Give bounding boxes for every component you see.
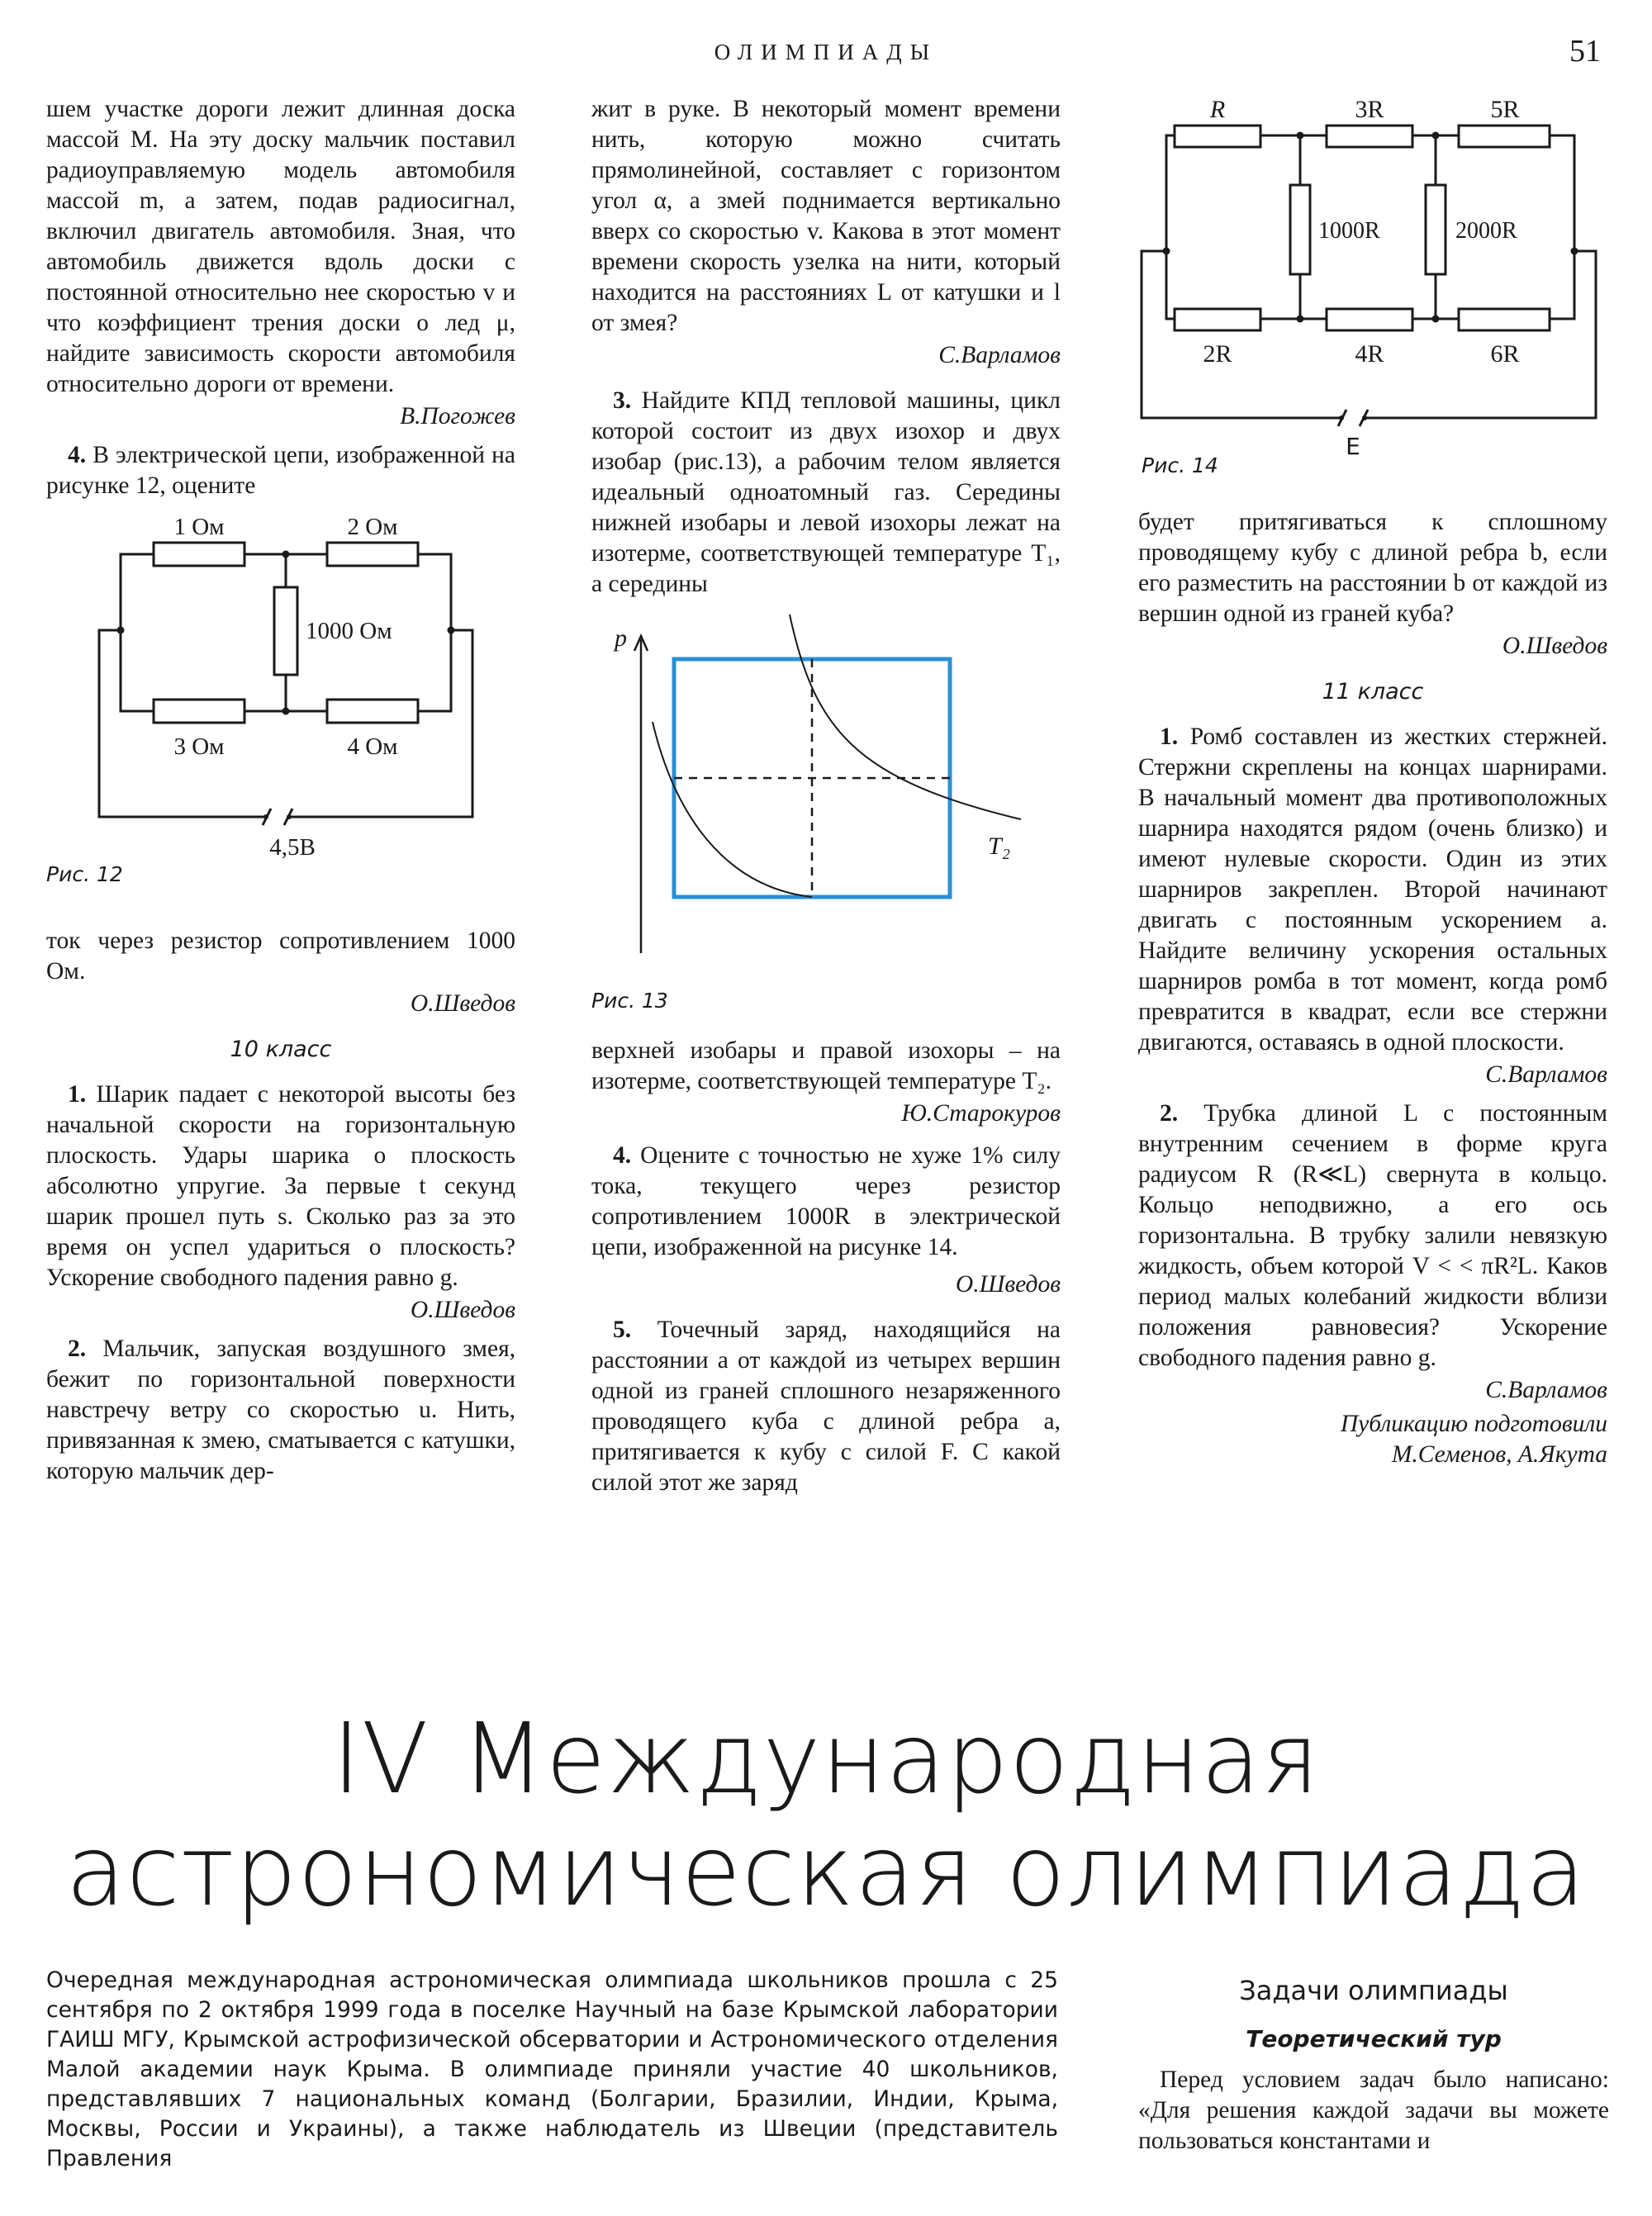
problem-1 xyxy=(46,1080,515,1293)
label-1-ohm: 1 Ом xyxy=(173,514,225,540)
author: О.Шведов xyxy=(955,1271,1061,1298)
article-title-line-1: IV Международная xyxy=(331,1701,1321,1815)
label-5r: 5R xyxy=(1490,96,1520,123)
problem-text: Шарик падает с некоторой высоты без начальной скорости на горизонтальную плоскость. Удары шарика о плоскость абсолютно упругие. За первые t секунд шарик прошел путь s. Сколько раз за это время он успел удариться о плоскость? Ускорение свободного падения равно g. xyxy=(46,1081,516,1291)
label-4-ohm: 4 Ом xyxy=(347,733,398,760)
author: О.Шведов xyxy=(410,1297,515,1323)
label-r: R xyxy=(1209,96,1226,123)
figure-13-caption: Рис. 13 xyxy=(591,989,668,1013)
article-intro: Очередная международная астрономическая олимпиада школьников прошла с 25 сентября по 2 октября 1999 года в поселке Научный на базе Крымской лаборатории ГАИШ МГУ, Крымской астрофизической обсерватории и Астрономического отделения Малой академии наук Крыма. В олимпиаде приняли участие 40 школьников, представлявших 7 национальных команд (Болгарии, Бразилии, Индии, Крыма, Москвы, России и Украины), а также наблюдатель из Швеции (представитель Правления xyxy=(46,1967,1058,2171)
credits-line-1: Публикацию подготовили xyxy=(1340,1411,1607,1437)
problem-3 xyxy=(591,386,1061,600)
problem-number: 3. xyxy=(613,387,632,414)
problem-1 xyxy=(1138,722,1607,1058)
running-title: ОЛИМПИАДЫ xyxy=(714,40,938,64)
problem-4 xyxy=(591,1141,1061,1263)
figure-12-caption: Рис. 12 xyxy=(46,862,123,886)
problem-text: Трубка длиной L с постоянным внутренним сечением в форме круга радиусом R (R≪L) свернута в кольцо. Кольцо неподвижно, а его ось горизонтальна. В трубку залили невязкую жидкость, объем которой V < < πR²L. Каков период малых колебаний жидкости вблизи положения равновесия? Ускорение свободного падения равно g. xyxy=(1138,1100,1608,1371)
tour-heading: Теоретический тур xyxy=(1246,2025,1502,2052)
figure-14-caption: Рис. 14 xyxy=(1142,453,1218,477)
col2-paragraph: жит в руке. В некоторый момент времени нить, которую можно считать прямолинейной, составляет с горизонтом угол α, а змей поднимается вертикально вверх со скоростью v. Какова в этот момент времени скорость узелка на нити, который находится на расстояниях L от катушки и l от змея? xyxy=(591,96,1061,336)
problem-number: 2. xyxy=(1160,1100,1179,1127)
problem-text: Оцените с точностью не хуже 1% силу тока, текущего через резистор сопротивлением 1000R в электрической цепи, изображенной на рисунке 14. xyxy=(591,1142,1061,1260)
problem-text: В электрической цепи, изображенной на рисунке 12, оцените xyxy=(46,442,515,499)
problem-text: Ромб составлен из жестких стержней. Стержни скреплены на концах шарнирами. В начальный момент два противоположных шарнира находятся рядом (очень близко) и имеют нулевые скорости. Один из этих шарниров закреплен. Второй начинают двигать с постоянным ускорением a. Найдите величину ускорения остальных шарниров ромба в тот момент, когда ромб превратится в квадрат, если все стержни двигаются, оставаясь в одной плоскости. xyxy=(1138,724,1607,1056)
label-3-ohm: 3 Ом xyxy=(173,733,225,760)
problem-2 xyxy=(1138,1099,1607,1374)
grade-heading: 10 класс xyxy=(230,1037,332,1062)
problem-number: 1. xyxy=(68,1081,87,1108)
label-6r: 6R xyxy=(1490,340,1520,368)
problem-2 xyxy=(46,1334,515,1487)
article-title-line-2: астрономическая олимпиада xyxy=(65,1814,1587,1928)
column-3 xyxy=(1138,94,1607,1470)
problem-number: 5. xyxy=(613,1317,632,1343)
page-number: 51 xyxy=(1569,34,1601,69)
credits-line-2: М.Семенов, А.Якута xyxy=(1391,1441,1607,1468)
author: О.Шведов xyxy=(410,990,515,1017)
label-2r: 2R xyxy=(1203,340,1232,368)
column-2 xyxy=(591,94,1061,1498)
label-2000r: 2000R xyxy=(1455,218,1517,244)
figure-13-pv-diagram xyxy=(591,606,1061,1036)
tasks-heading: Задачи олимпиады xyxy=(1239,1975,1508,2006)
label-emf: E xyxy=(1346,433,1360,460)
problem-4 xyxy=(46,440,515,501)
col3-paragraph: будет притягиваться к сплошному проводящему кубу с длиной ребра b, если его разместить на расстоянии b от каждой из вершин одной из граней куба? xyxy=(1138,509,1607,627)
problem-number: 1. xyxy=(1160,724,1179,750)
axis-p-label: p xyxy=(615,624,627,652)
figure-14-circuit xyxy=(1138,94,1607,491)
author: Ю.Старокуров xyxy=(901,1100,1061,1127)
label-voltage: 4,5В xyxy=(269,834,316,861)
col1-paragraph: шем участке дороги лежит длинная доска массой M. На эту доску мальчик поставил радиоуправляемую модель автомобиля массой m, а затем, подав радиосигнал, включил двигатель автомобиля. Зная, что автомобиль движется вдоль доски с постоянной относительно нее скоростью v и что коэффициент трения доски о лед μ, найдите зависимость скорости автомобиля относительно дороги от времени. xyxy=(46,96,515,397)
grade-heading: 11 класс xyxy=(1322,679,1424,705)
label-1000r: 1000R xyxy=(1318,218,1380,244)
author: С.Варламов xyxy=(938,342,1061,368)
problem-number: 2. xyxy=(68,1336,87,1362)
author: В.Погожев xyxy=(400,403,515,429)
problem-text: Найдите КПД тепловой машины, цикл которой состоит из двух изохор и двух изобар (рис.13), а рабочим телом является идеальный одноатомный газ. Середины нижней изобары и левой изохоры лежат на изотерме, соответствующей температуре T₁, а середины xyxy=(591,387,1061,597)
figure-12-circuit xyxy=(46,505,515,926)
column-1 xyxy=(46,94,515,1487)
tasks-intro-text: Перед условием задач было написано: «Для решения каждой задачи вы можете пользоваться константами и xyxy=(1138,2067,1609,2154)
problem-5 xyxy=(591,1315,1061,1498)
author: С.Варламов xyxy=(1485,1061,1607,1088)
col1-paragraph: ток через резистор сопротивлением 1000 Ом. xyxy=(46,928,515,985)
col2-paragraph: верхней изобары и правой изохоры – на изотерме, соответствующей температуре T₂. xyxy=(591,1037,1061,1094)
isotherm-t2-label: T₂ xyxy=(988,833,1011,860)
label-4r: 4R xyxy=(1355,340,1384,368)
author: О.Шведов xyxy=(1502,633,1607,659)
label-3r: 3R xyxy=(1355,96,1384,123)
label-2-ohm: 2 Ом xyxy=(347,514,398,540)
problem-text: Мальчик, запуская воздушного змея, бежит по горизонтальной поверхности навстречу ветру со скоростью u. Нить, привязанная к змею, сматывается с катушки, которую мальчик дер- xyxy=(46,1336,516,1484)
label-1000-ohm: 1000 Ом xyxy=(306,618,392,644)
author: С.Варламов xyxy=(1485,1377,1607,1403)
problem-number: 4. xyxy=(68,442,87,468)
problem-number: 4. xyxy=(613,1142,632,1169)
problem-text: Точечный заряд, находящийся на расстоянии a от каждой из четырех вершин одной из граней сплошного незаряженного проводящего куба с длиной ребра a, притягивается к кубу с силой F. С какой силой этот же заряд xyxy=(591,1317,1061,1496)
